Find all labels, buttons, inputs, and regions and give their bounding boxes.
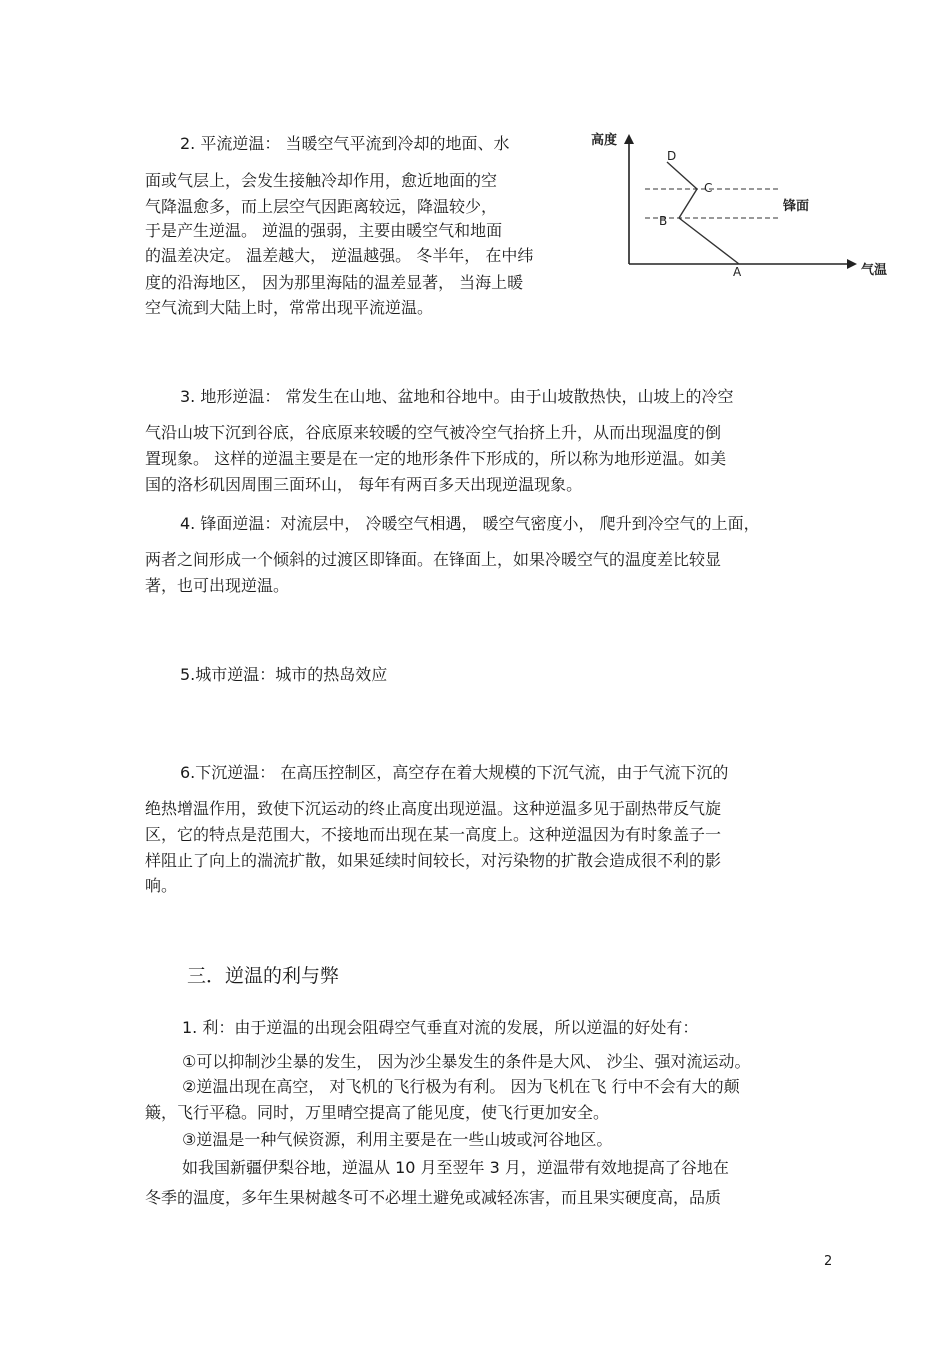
point-a-label: A: [733, 265, 742, 279]
s3-line-1: 3. 地形逆温： 常发生在山地、盆地和谷地中。由于山坡散热快，山坡上的冷空: [180, 387, 734, 406]
s5-line-1: 5.城市逆温：城市的热岛效应: [180, 665, 388, 684]
s2-line-7: 空气流到大陆上时，常常出现平流逆温。: [145, 298, 434, 317]
s6-line-2: 绝热增温作用，致使下沉运动的终止高度出现逆温。这种逆温多见于副热带反气旋: [145, 799, 722, 818]
benefits-line-5: ③逆温是一种气候资源，利用主要是在一些山坡或河谷地区。: [182, 1130, 613, 1149]
s4-line-3: 著，也可出现逆温。: [145, 576, 290, 595]
benefits-line-3: ②逆温出现在高空， 对飞机的飞行极为有利。 因为飞机在飞 行中不会有大的颠: [182, 1077, 740, 1096]
y-axis-label: 高度: [591, 133, 618, 148]
s4-line-1: 4. 锋面逆温：对流层中， 冷暖空气相遇， 暖空气密度小， 爬升到冷空气的上面，: [180, 514, 760, 533]
s6-line-1: 6.下沉逆温： 在高压控制区，高空存在着大规模的下沉气流，由于气流下沉的: [180, 763, 729, 782]
benefits-line-2: ①可以抑制沙尘暴的发生， 因为沙尘暴发生的条件是大风、 沙尘、强对流运动。: [182, 1052, 751, 1071]
s2-line-5: 的温差决定。 温差越大， 逆温越强。 冬半年， 在中纬: [145, 246, 534, 265]
s3-line-2: 气沿山坡下沉到谷底，谷底原来较暖的空气被冷空气抬挤上升，从而出现温度的倒: [145, 423, 722, 442]
s6-line-3: 区，它的特点是范围大，不接地而出现在某一高度上。这种逆温因为有时象盖子一: [145, 825, 722, 844]
s2-line-1: 2. 平流逆温： 当暖空气平流到冷却的地面、水: [180, 134, 510, 153]
s6-line-5: 响。: [145, 876, 178, 895]
point-d-label: D: [667, 149, 677, 163]
x-axis-label: 气温: [861, 263, 888, 278]
benefits-line-6: 如我国新疆伊梨谷地，逆温从 10 月至翌年 3 月，逆温带有效地提高了谷地在: [182, 1158, 729, 1177]
s6-line-4: 样阻止了向上的湍流扩散，如果延续时间较长，对污染物的扩散会造成很不利的影: [145, 851, 722, 870]
s2-line-6: 度的沿海地区， 因为那里海陆的温差显著， 当海上暖: [145, 273, 524, 292]
s3-line-3: 置现象。 这样的逆温主要是在一定的地形条件下形成的，所以称为地形逆温。如美: [145, 449, 727, 468]
s2-line-2: 面或气层上，会发生接触冷却作用，愈近地面的空: [145, 171, 498, 190]
s4-line-2: 两者之间形成一个倾斜的过渡区即锋面。在锋面上，如果冷暖空气的温度差比较显: [145, 550, 722, 569]
section-heading: 三．逆温的利与弊: [187, 965, 340, 987]
benefits-line-4: 簸，飞行平稳。同时，万里晴空提高了能见度，使飞行更加安全。: [145, 1103, 610, 1122]
benefits-line-1: 1. 利：由于逆温的出现会阻碍空气垂直对流的发展，所以逆温的好处有：: [182, 1018, 699, 1037]
point-c-label: C: [704, 181, 713, 195]
benefits-line-7: 冬季的温度，多年生果树越冬可不必埋土避免或减轻冻害，而且果实硬度高，品质: [145, 1188, 722, 1207]
s2-line-4: 于是产生逆温。 逆温的强弱，主要由暖空气和地面: [145, 221, 503, 240]
inversion-diagram: [587, 124, 930, 292]
s2-line-3: 气降温愈多，而上层空气因距离较远，降温较少，: [145, 197, 498, 216]
point-b-label: B: [659, 214, 668, 228]
page-number: 2: [824, 1254, 833, 1269]
front-label: 锋面: [783, 199, 810, 214]
s3-line-4: 国的洛杉矶因周围三面环山， 每年有两百多天出现逆温现象。: [145, 475, 583, 494]
